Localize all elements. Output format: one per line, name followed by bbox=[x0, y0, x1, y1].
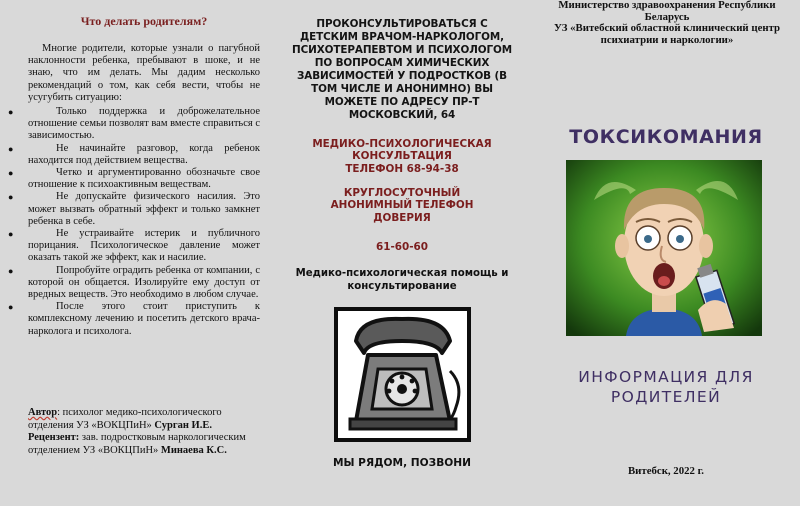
reviewer-block: Рецензент: зав. подростковым наркологическим отделением УЗ «ВОКЦПиН» Минаева К.С. bbox=[28, 432, 246, 456]
bullet-icon: ● bbox=[8, 168, 14, 179]
list-item: ● Не начинайте разговор, когда ребенок находится под действием вещества. bbox=[8, 142, 260, 166]
bullet-icon: ● bbox=[8, 143, 14, 154]
list-item: ● Не допускайте физического насилия. Это может вызвать обратный эффект и только замкнет ребенка в себе. bbox=[8, 191, 260, 227]
author-block: Автор: психолог медико-психологического отделения УЗ «ВОКЦПиН» Сурган И.Е. bbox=[28, 407, 222, 431]
help-text: Медико-психологическая помощь и консультирование bbox=[295, 268, 509, 292]
right-panel bbox=[532, 0, 800, 506]
credits bbox=[28, 407, 258, 457]
consultation-text: ПРОКОНСУЛЬТИРОВАТЬСЯ С ДЕТСКИМ ВРАЧОМ-НАРКОЛОГОМ, ПСИХОТЕРАПЕВТОМ И ПСИХОЛОГОМ ПО ВОПРОСАМ ХИМИЧЕСКИХ ЗАВИСИМОСТЕЙ У ПОДРОСТКОВ (В ТОМ ЧИСЛЕ И АНОНИМНО) ВЫ МОЖЕТЕ ПО АДРЕСУ ПР-Т МОСКОВСКИЙ, 64 bbox=[292, 18, 512, 121]
list-item: ● Не устраивайте истерик и публичного порицания. Психологическое давление может оказать такой же эффект, как и насилие. bbox=[8, 228, 260, 264]
intro-paragraph: Многие родители, которые узнали о пагубной наклонности ребенка, пребывают в шоке, и не знаю, что им делать. Мы дадим несколько рекомендаций о том, как себя вести, чтобы не усугубить ситуацию: bbox=[28, 43, 260, 103]
list-item: ● Четко и аргументированно обозначьте свое отношение к психоактивным веществам. bbox=[8, 167, 260, 191]
bullet-icon: ● bbox=[8, 302, 14, 313]
bullet-icon: ● bbox=[8, 265, 14, 276]
med-consult-phone: ТЕЛЕФОН 68-94-38 bbox=[345, 163, 459, 175]
bullet-icon: ● bbox=[8, 229, 14, 240]
bullet-icon: ● bbox=[8, 192, 14, 203]
city-year: Витебск, 2022 г. bbox=[627, 465, 704, 477]
list-item: ● Попробуйте оградить ребенка от компании, с которой он общается. Изолируйте ему доступ от вредных веществ. Это необходимо в любом случае. bbox=[8, 264, 260, 301]
med-consult-heading: МЕДИКО-ПСИХОЛОГИЧЕСКАЯ КОНСУЛЬТАЦИЯ bbox=[312, 138, 492, 163]
brochure-title: ТОКСИКОМАНИЯ bbox=[569, 126, 763, 148]
hotline-heading: КРУГЛОСУТОЧНЫЙ АНОНИМНЫЙ ТЕЛЕФОН ДОВЕРИЯ bbox=[330, 187, 474, 224]
bullet-icon: ● bbox=[8, 107, 14, 118]
shocked-boy-illustration bbox=[566, 160, 762, 336]
telephone-icon bbox=[334, 307, 471, 442]
parents-heading: Что делать родителям? bbox=[80, 14, 208, 28]
list-item: ● Только поддержка и доброжелательное отношение семьи позволят вам вместе справиться с зависимостью. bbox=[8, 106, 260, 142]
list-item: ● После этого стоит приступить к комплексному лечению и посетить детского врача- нарколога и психолога. bbox=[8, 301, 260, 337]
hotline-number: 61-60-60 bbox=[375, 241, 428, 253]
info-for-parents: ИНФОРМАЦИЯ ДЛЯ РОДИТЕЛЕЙ bbox=[578, 368, 754, 406]
ministry-header: Министерство здравоохранения Республики Беларусь УЗ «Витебский областной клинический центр психиатрии и наркологии» bbox=[553, 0, 781, 46]
tips-list bbox=[8, 106, 260, 338]
middle-panel bbox=[270, 0, 532, 506]
call-slogan: МЫ РЯДОМ, ПОЗВОНИ bbox=[332, 457, 472, 469]
